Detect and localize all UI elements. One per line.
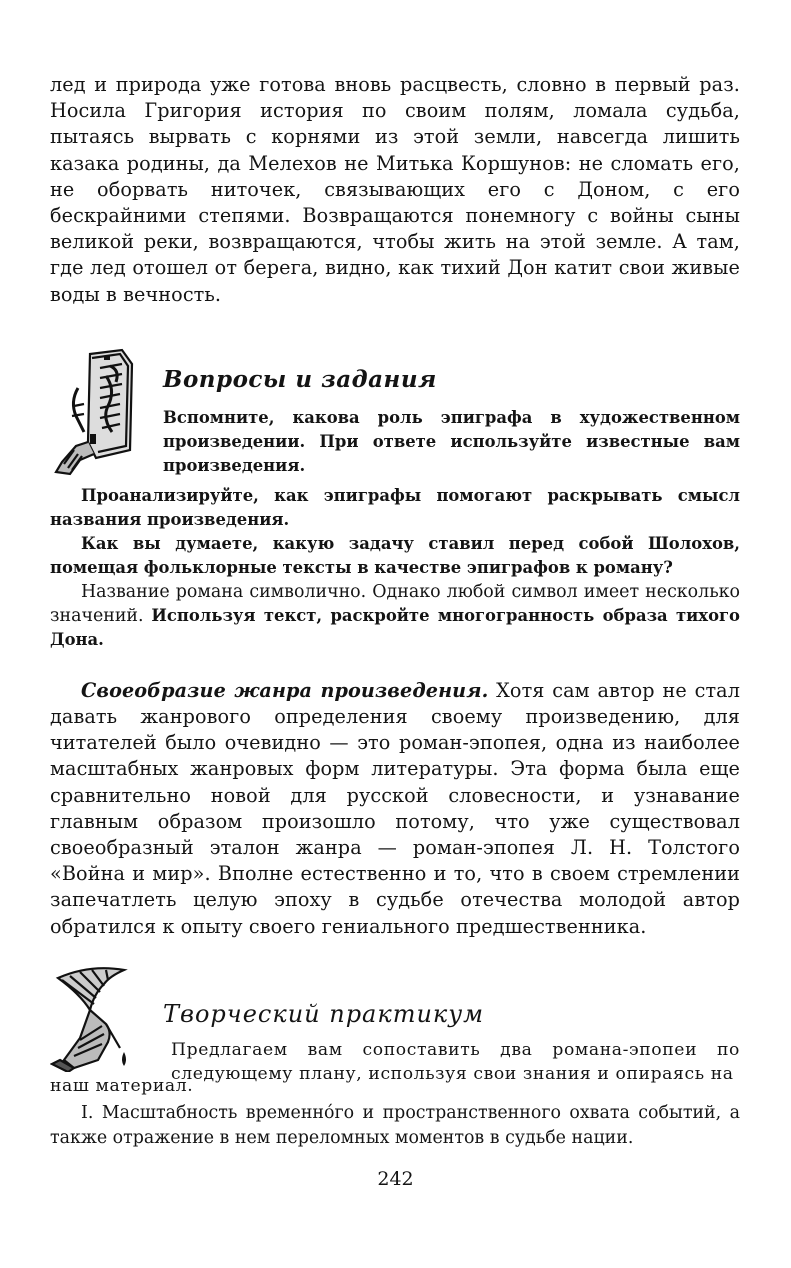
question-item-last <box>50 580 740 652</box>
workshop-intro-continued: наш материал. <box>50 1075 194 1096</box>
book-reading-icon <box>50 346 150 476</box>
genre-heading: Своеобразие жанра произведения. <box>81 678 489 702</box>
questions-title: Вопросы и задания <box>163 365 437 393</box>
page-content <box>50 72 740 1150</box>
questions-section <box>50 346 740 484</box>
quill-pen-icon <box>50 964 160 1072</box>
question-item: Вспомните, какова роль эпиграфа в художественном произведении. При ответе используйте известные вам произведения. <box>163 407 740 475</box>
question-item: Проанализируйте, как эпиграфы помогают раскрывать смысл названия произведения. <box>50 485 740 529</box>
plan-item: I. Масштабность временно́го и пространственного охвата событий, а также отражение в нем переломных моментов в судьбе нации. <box>50 1103 740 1148</box>
genre-paragraph <box>50 678 740 940</box>
page-number: 242 <box>377 1168 414 1190</box>
genre-text: Хотя сам автор не стал давать жанрового определения своему произведению, для читателей было очевидно — это роман-эпопея, одна из наиболее масштабных жанровых форм литературы. Эта форма была еще сравнительно новой для русской словесности, и узнавание главным образом произошло потому, что уже существовал своеобразный эталон жанра — роман-эпопея Л. Н. Толстого «Война и мир». Вполне естественно и то, что в своем стремлении запечатлеть целую эпоху в судьбе отечества молодой автор обратился к опыту своего гениального предшественника. <box>50 678 740 938</box>
intro-paragraph: лед и природа уже готова вновь расцвесть, словно в первый раз. Носила Григория история по своим полям, ломала судьба, пытаясь вырвать с корнями из этой земли, навсегда лишить казака родины, да Мелехов не Митька Коршунов: не сломать его, не оборвать ниточек, связывающих его с Доном, с его бескрайними степями. Возвращаются понемногу с войны сыны великой реки, возвращаются, чтобы жить на этой земле. А там, где лед отошел от берега, видно, как тихий Дон катит свои живые воды в вечность. <box>50 73 740 306</box>
question-text: Название романа символично. Однако любой символ имеет несколько значений. <box>50 581 740 626</box>
workshop-section <box>50 964 740 1085</box>
workshop-title: Творческий практикум <box>163 999 485 1028</box>
question-item: Как вы думаете, какую задачу ставил перед собой Шолохов, помещая фольклорные тексты в качестве эпиграфов к роману? <box>50 533 740 577</box>
workshop-intro: Предлагаем вам сопоставить два романа-эпопеи по следующему плану, используя свои знания и опираясь на <box>171 1039 740 1085</box>
question-task: Используя текст, раскройте многогранность образа тихого Дона. <box>50 605 740 649</box>
